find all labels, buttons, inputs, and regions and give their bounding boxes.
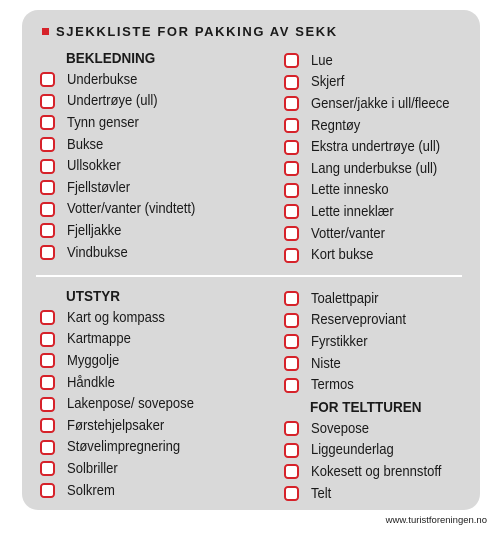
utstyr-left-column bbox=[40, 286, 250, 501]
checklist-item[interactable] bbox=[284, 50, 494, 72]
checklist-item[interactable] bbox=[40, 307, 250, 329]
checklist-item[interactable] bbox=[284, 461, 494, 483]
checklist-item-label: Ullsokker bbox=[67, 158, 121, 175]
checklist-item[interactable] bbox=[40, 112, 250, 134]
checklist-item[interactable] bbox=[284, 483, 494, 505]
checkbox-icon[interactable] bbox=[284, 96, 299, 111]
checkbox-icon[interactable] bbox=[284, 75, 299, 90]
checklist-item-label: Lette inneklær bbox=[311, 203, 394, 220]
checklist-item[interactable] bbox=[40, 372, 250, 394]
checkbox-icon[interactable] bbox=[284, 291, 299, 306]
checkbox-icon[interactable] bbox=[284, 140, 299, 155]
section-divider bbox=[36, 275, 462, 277]
checklist-item[interactable] bbox=[284, 72, 494, 94]
checkbox-icon[interactable] bbox=[40, 310, 55, 325]
checklist-item-label: Fjellstøvler bbox=[67, 179, 131, 196]
checklist-title-row bbox=[42, 24, 338, 39]
checkbox-icon[interactable] bbox=[40, 180, 55, 195]
checklist-item[interactable] bbox=[284, 288, 494, 310]
checkbox-icon[interactable] bbox=[284, 334, 299, 349]
checklist-item-label: Genser/jakke i ull/fleece bbox=[311, 95, 450, 112]
checklist-item[interactable] bbox=[40, 220, 250, 242]
checklist-item-label: Kart og kompass bbox=[67, 309, 165, 326]
checklist-card bbox=[22, 10, 480, 510]
checklist-item[interactable] bbox=[40, 199, 250, 221]
checklist-item-label: Votter/vanter bbox=[311, 225, 385, 242]
checklist-item-label: Lang underbukse (ull) bbox=[311, 160, 438, 177]
checkbox-icon[interactable] bbox=[284, 443, 299, 458]
checkbox-icon[interactable] bbox=[40, 440, 55, 455]
checklist-item-label: Solbriller bbox=[67, 460, 118, 477]
checklist-item-label: Kokesett og brennstoff bbox=[311, 463, 442, 480]
checklist-item-label: Førstehjelpsaker bbox=[67, 417, 165, 434]
checklist-item[interactable] bbox=[40, 155, 250, 177]
checkbox-icon[interactable] bbox=[40, 483, 55, 498]
section-heading-bekledning: BEKLEDNING bbox=[66, 50, 156, 67]
checkbox-icon[interactable] bbox=[40, 245, 55, 260]
checklist-item-label: Fyrstikker bbox=[311, 333, 368, 350]
checklist-item-label: Votter/vanter (vindtett) bbox=[67, 201, 196, 218]
checklist-item[interactable] bbox=[40, 329, 250, 351]
checklist-item-label: Håndkle bbox=[67, 374, 115, 391]
checklist-item-label: Myggolje bbox=[67, 352, 120, 369]
checklist-item[interactable] bbox=[284, 136, 494, 158]
checklist-item-label: Skjerf bbox=[311, 74, 345, 91]
checkbox-icon[interactable] bbox=[40, 72, 55, 87]
section-heading-telttur: FOR TELTTUREN bbox=[310, 398, 422, 416]
checklist-item[interactable] bbox=[284, 158, 494, 180]
checkbox-icon[interactable] bbox=[40, 418, 55, 433]
checklist-item[interactable] bbox=[284, 353, 494, 375]
checklist-item-label: Sovepose bbox=[311, 420, 370, 437]
checkbox-icon[interactable] bbox=[284, 378, 299, 393]
checklist-item-label: Solkrem bbox=[67, 482, 115, 499]
checklist-item[interactable] bbox=[284, 440, 494, 462]
checklist-item[interactable] bbox=[284, 374, 494, 396]
checklist-item[interactable] bbox=[284, 244, 494, 266]
checklist-item-label: Støvelimpregnering bbox=[67, 439, 181, 456]
checklist-item-label: Liggeunderlag bbox=[311, 442, 394, 459]
checklist-item[interactable] bbox=[40, 480, 250, 502]
checklist-item-label: Vindbukse bbox=[67, 244, 128, 261]
source-url: www.turistforeningen.no bbox=[385, 515, 487, 526]
checklist-item-label: Lette innesko bbox=[311, 182, 389, 199]
checkbox-icon[interactable] bbox=[284, 313, 299, 328]
checkbox-icon[interactable] bbox=[284, 53, 299, 68]
checklist-item[interactable] bbox=[284, 201, 494, 223]
utstyr-right-column bbox=[284, 288, 494, 504]
checklist-item[interactable] bbox=[40, 393, 250, 415]
checkbox-icon[interactable] bbox=[284, 421, 299, 436]
checklist-item-label: Tynn genser bbox=[67, 114, 139, 131]
title-bullet-icon bbox=[42, 28, 49, 35]
checkbox-icon[interactable] bbox=[284, 226, 299, 241]
checklist-item[interactable] bbox=[284, 223, 494, 245]
section-heading-utstyr: UTSTYR bbox=[66, 288, 120, 305]
checklist-item[interactable] bbox=[284, 310, 494, 332]
checklist-item[interactable] bbox=[40, 91, 250, 113]
checkbox-icon[interactable] bbox=[40, 375, 55, 390]
checklist-item-label: Underbukse bbox=[67, 71, 138, 88]
checkbox-icon[interactable] bbox=[40, 397, 55, 412]
checklist-item[interactable] bbox=[40, 242, 250, 264]
checklist-item-label: Ekstra undertrøye (ull) bbox=[311, 139, 441, 156]
checklist-title: SJEKKLISTE FOR PAKKING AV SEKK bbox=[56, 24, 338, 39]
checklist-item-label: Telt bbox=[311, 485, 332, 502]
checkbox-icon[interactable] bbox=[284, 183, 299, 198]
checkbox-icon[interactable] bbox=[284, 204, 299, 219]
checkbox-icon[interactable] bbox=[40, 159, 55, 174]
checklist-item-label: Lue bbox=[311, 52, 333, 69]
checkbox-icon[interactable] bbox=[284, 248, 299, 263]
checkbox-icon[interactable] bbox=[40, 461, 55, 476]
checklist-item-label: Kartmappe bbox=[67, 331, 131, 348]
checklist-item-label: Undertrøye (ull) bbox=[67, 93, 158, 110]
checkbox-icon[interactable] bbox=[40, 353, 55, 368]
checkbox-icon[interactable] bbox=[40, 115, 55, 130]
checkbox-icon[interactable] bbox=[284, 118, 299, 133]
checklist-item[interactable] bbox=[40, 437, 250, 459]
checkbox-icon[interactable] bbox=[40, 223, 55, 238]
checklist-item-label: Kort bukse bbox=[311, 247, 374, 264]
checkbox-icon[interactable] bbox=[284, 161, 299, 176]
checklist-item[interactable] bbox=[40, 458, 250, 480]
checkbox-icon[interactable] bbox=[40, 202, 55, 217]
checkbox-icon[interactable] bbox=[284, 464, 299, 479]
checklist-item-label: Termos bbox=[311, 377, 354, 394]
checklist-item-label: Reserveproviant bbox=[311, 312, 407, 329]
checklist-item[interactable] bbox=[284, 331, 494, 353]
checklist-item-label: Toalettpapir bbox=[311, 290, 379, 307]
checkbox-icon[interactable] bbox=[284, 356, 299, 371]
checklist-item[interactable] bbox=[284, 115, 494, 137]
bekledning-left-column bbox=[40, 48, 250, 263]
checklist-item[interactable] bbox=[40, 177, 250, 199]
checklist-item-label: Lakenpose/ sovepose bbox=[67, 396, 194, 413]
checklist-item[interactable] bbox=[40, 69, 250, 91]
checklist-item[interactable] bbox=[40, 350, 250, 372]
checkbox-icon[interactable] bbox=[40, 332, 55, 347]
checklist-item[interactable] bbox=[284, 93, 494, 115]
checklist-item[interactable] bbox=[284, 180, 494, 202]
checkbox-icon[interactable] bbox=[40, 94, 55, 109]
bekledning-right-column bbox=[284, 50, 494, 266]
checklist-item-label: Regntøy bbox=[311, 117, 361, 134]
checklist-item-label: Niste bbox=[311, 355, 341, 372]
checklist-item[interactable] bbox=[284, 418, 494, 440]
checkbox-icon[interactable] bbox=[284, 486, 299, 501]
checkbox-icon[interactable] bbox=[40, 137, 55, 152]
checklist-item-label: Bukse bbox=[67, 136, 104, 153]
checklist-item[interactable] bbox=[40, 134, 250, 156]
checklist-item-label: Fjelljakke bbox=[67, 222, 122, 239]
checklist-item[interactable] bbox=[40, 415, 250, 437]
